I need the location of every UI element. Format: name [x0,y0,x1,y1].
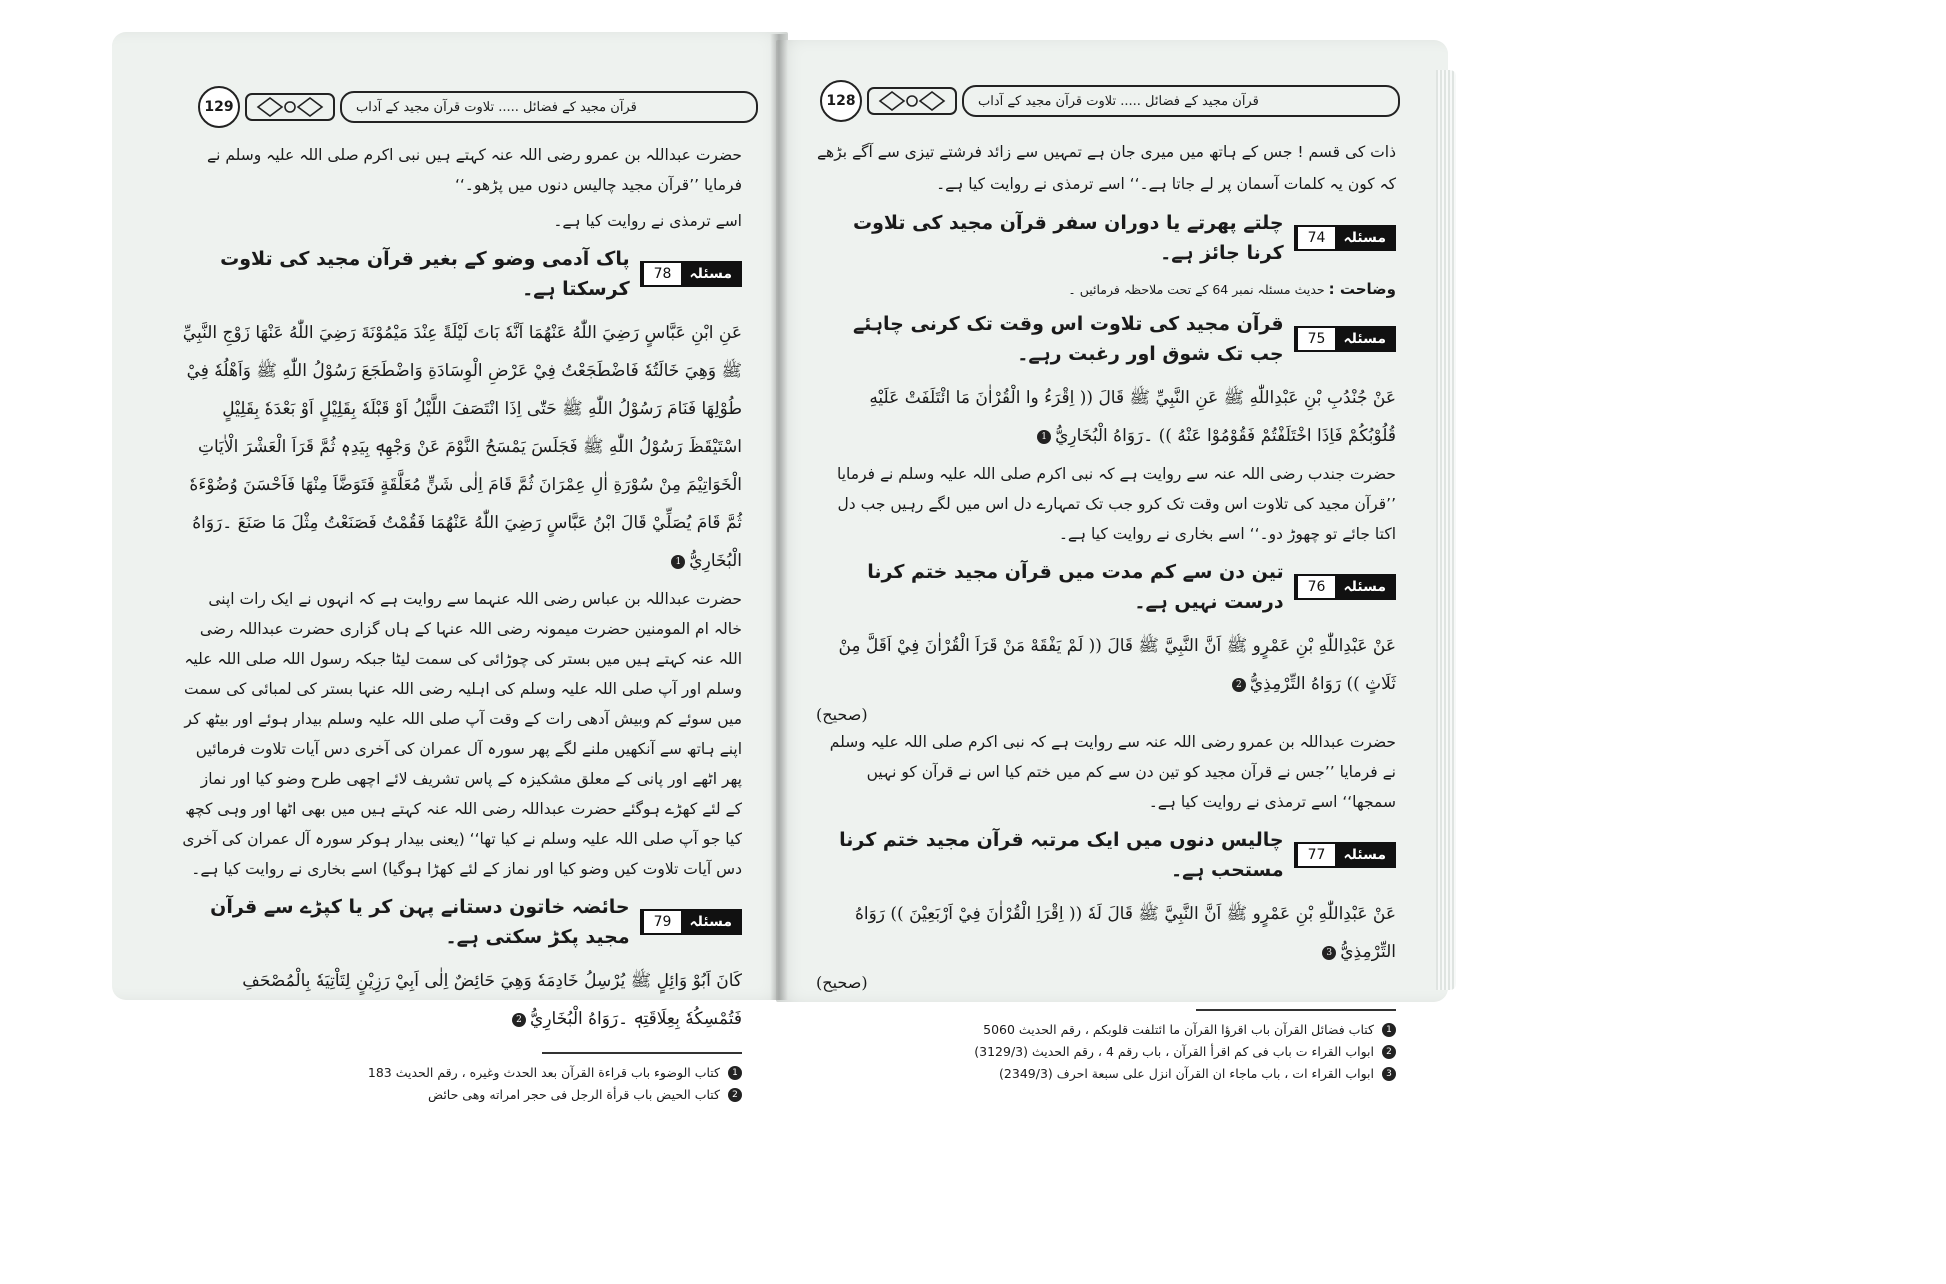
masala-heading-75 [816,309,1396,369]
masala-label: مسئلہ [1335,227,1394,249]
grading-label: (صحيح) [816,973,868,992]
wazahat-label: وضاحت : [1328,280,1396,298]
ornament-icon [866,84,958,118]
masala-label: مسئلہ [1335,328,1394,350]
masala-number: 74 [1296,227,1336,249]
footnote [816,1041,1396,1063]
masala-label: مسئلہ [681,911,740,933]
page-number: 129 [198,86,240,128]
arabic-hadith [182,962,742,1038]
arabic-text: كَانَ اَبُوْ وَائِلٍ ﷺ يُرْسِلُ خَادِمَهٗ وَهِيَ حَائِضٌ اِلٰى اَبِيْ رَزِيْنٍ لِتَاْتِيَهٗ بِالْمُصْحَفِ فَتُمْسِكُهٗ بِعِلَاقَتِهٖ ۔رَوَاهُ الْبُخَارِيُّ [242,971,742,1029]
grading-label: (صحيح) [816,705,868,724]
masala-title: حائضہ خاتون دستانے پہن کر یا کپڑے سے قرآن مجید پکڑ سکتی ہے۔ [210,896,630,948]
book-gutter [770,34,788,1000]
arabic-hadith [182,314,742,580]
page-header [198,86,758,128]
footnote-number: 2 [1382,1045,1396,1059]
footnote-marker: 1 [671,555,685,569]
footnote [816,1019,1396,1041]
header-title: قرآن مجید کے فضائل ..... تلاوت قرآن مجید کے آداب [356,99,637,115]
left-page [112,32,788,1102]
masala-title: چلتے پھرتے یا دوران سفر قرآن مجید کی تلاوت کرنا جائز ہے۔ [853,212,1284,264]
footnote-number: 1 [728,1066,742,1080]
masala-heading-78 [182,244,742,304]
masala-badge [1294,225,1396,251]
masala-heading-79 [182,892,742,952]
masala-number: 75 [1296,328,1336,350]
masala-number: 77 [1296,844,1336,866]
header-title-bar [340,91,758,123]
masala-label: مسئلہ [681,263,740,285]
masala-label: مسئلہ [1335,576,1394,598]
footnote-marker: 3 [1322,946,1336,960]
masala-heading-76 [816,557,1396,617]
footnote [182,1062,742,1084]
footnote-divider [1196,1009,1396,1011]
arabic-text: عَنِ ابْنِ عَبَّاسٍ رَضِيَ اللّٰهُ عَنْهُمَا اَنَّهٗ بَاتَ لَيْلَةً عِنْدَ مَيْمُوْنَةَ رَضِيَ اللّٰهُ عَنْهَا زَوْجِ النَّبِيِّ ﷺ وَهِيَ خَالَتُهٗ فَاضْطَجَعْتُ فِيْ عَرْضِ الْوِسَادَةِ وَاضْطَجَعَ رَسُوْلُ اللّٰهِ ﷺ وَاَهْلُهٗ فِيْ طُوْلِهَا فَنَامَ رَسُوْلُ اللّٰهِ ﷺ حَتّٰى اِذَا انْتَصَفَ اللَّيْلُ اَوْ قَبْلَهٗ بِقَلِيْلٍ اَوْ بَعْدَهٗ بِقَلِيْلٍ اسْتَيْقَظَ رَسُوْلُ اللّٰهِ ﷺ فَجَلَسَ يَمْسَحُ النَّوْمَ عَنْ وَجْهِهٖ بِيَدِهٖ ثُمَّ قَرَاَ الْعَشْرَ الْاٰيَاتِ الْخَوَاتِيْمَ مِنْ سُوْرَةِ اٰلِ عِمْرَانَ ثُمَّ قَامَ اِلٰى شَنٍّ مُعَلَّقَةٍ فَتَوَضَّاَ مِنْهَا فَاَحْسَنَ وُضُوْءَهٗ ثُمَّ قَامَ يُصَلِّيْ قَالَ ابْنُ عَبَّاسٍ رَضِيَ اللّٰهُ عَنْهُمَا فَقُمْتُ فَصَنَعْتُ مِثْلَ مَا صَنَعَ ۔رَوَاهُ الْبُخَارِيُّ [182,323,742,571]
masala-title: قرآن مجید کی تلاوت اس وقت تک کرنی چاہئے جب تک شوق اور رغبت رہے۔ [853,313,1284,365]
footnote-number: 3 [1382,1067,1396,1081]
masala-title: پاک آدمی وضو کے بغیر قرآن مجید کی تلاوت کرسکتا ہے۔ [220,248,630,300]
footnote-marker: 2 [512,1013,526,1027]
masala-number: 76 [1296,576,1336,598]
footnote-marker: 1 [1037,430,1051,444]
urdu-translation: حضرت عبداللہ بن عمرو رضی اللہ عنہ سے روایت ہے کہ نبی اکرم صلی اللہ علیہ وسلم نے فرمایا ’’جس نے قرآن مجید کو تین دن سے کم میں ختم کیا اس نے قرآن کو نہیں سمجھا‘‘ اسے ترمذی نے روایت کیا ہے۔ [829,733,1396,811]
footnote-text: ابواب القراء ت باب فى كم اقرأ القرآن ، باب رقم 4 ، رقم الحديث (3129/3) [974,1043,1374,1059]
arabic-hadith [816,627,1396,703]
masala-badge [640,261,742,287]
footnote-divider [542,1052,742,1054]
arabic-text: عَنْ جُنْدُبِ بْنِ عَبْدِاللّٰهِ ﷺ عَنِ النَّبِيِّ ﷺ قَالَ (( اِقْرَءُ وا الْقُرْاٰنَ مَا ائْتَلَفَتْ عَلَيْهِ قُلُوْبُكُمْ فَاِذَا اخْتَلَفْتُمْ فَقُوْمُوْا عَنْهُ )) ۔رَوَاهُ الْبُخَارِيُّ [869,388,1396,446]
ornament-icon [244,90,336,124]
footnote [182,1084,742,1106]
masala-label: مسئلہ [1335,844,1394,866]
masala-badge [1294,842,1396,868]
masala-heading-74 [816,208,1396,268]
arabic-hadith [816,379,1396,455]
masala-number: 78 [642,263,682,285]
footnote-number: 1 [1382,1023,1396,1037]
masala-heading-77 [816,825,1396,885]
footnote-marker: 2 [1232,678,1246,692]
right-page [776,40,1448,1081]
footnote-text: كتاب الوضوء باب قراءة القرآن بعد الحدث وغيره ، رقم الحديث 183 [367,1064,720,1080]
wazahat-note [816,278,1396,301]
arabic-text: عَنْ عَبْدِاللّٰهِ بْنِ عَمْرٍو ﷺ اَنَّ النَّبِيَّ ﷺ قَالَ لَهٗ (( اِقْرَاِ الْقُرْاٰنَ فِيْ اَرْبَعِيْنَ )) رَوَاهُ التِّرْمِذِيُّ [854,904,1396,962]
left-page-content [182,140,742,1106]
footnote-text: كتاب فضائل القرآن باب اقرؤا القرآن ما ائتلفت قلوبكم ، رقم الحديث 5060 [983,1021,1374,1037]
footnote-number: 2 [728,1088,742,1102]
masala-number: 79 [642,911,682,933]
intro-paragraph: حضرت عبداللہ بن عمرو رضی اللہ عنہ کہتے ہیں نبی اکرم صلی اللہ علیہ وسلم نے فرمایا ’’قرآن مجید چالیس دنوں میں پڑھو۔‘‘ [207,146,742,194]
intro-paragraph: ذات کی قسم ! جس کے ہاتھ میں میری جان ہے تمہیں سے زائد فرشتے تیزی سے آگے بڑھے کہ کون یہ کلمات آسمان پر لے جاتا ہے۔‘‘ اسے ترمذی نے روایت کیا ہے۔ [816,143,1396,193]
intro-reference: اسے ترمذی نے روایت کیا ہے۔ [553,212,742,230]
wazahat-text: حدیث مسئلہ نمبر 64 کے تحت ملاحظہ فرمائیں ۔ [1068,282,1325,297]
page-number: 128 [820,80,862,122]
right-page-content [816,136,1396,1085]
masala-badge [1294,574,1396,600]
masala-badge [1294,326,1396,352]
masala-badge [640,909,742,935]
page-edges [1436,70,1456,990]
urdu-translation: حضرت عبداللہ بن عباس رضی اللہ عنہما سے روایت ہے کہ انہوں نے ایک رات اپنی خالہ ام المومنین حضرت میمونہ رضی اللہ عنہا کے ہاں گزاری حضرت عبداللہ رضی اللہ عنہ کہتے ہیں میں بستر کی چوڑائی کی سمت لیٹا جبکہ رسول اللہ صلی اللہ علیہ وسلم اور آپ صلی اللہ علیہ وسلم کی اہلیہ رضی اللہ عنہا بستر کی لمبائی کی سمت میں سوئے کم وبیش آدھی رات کے وقت آپ صلی اللہ علیہ وسلم بیدار ہوئے اور بیٹھ کر اپنے ہاتھ سے آنکھیں ملنے لگے پھر سورہ آل عمران کی آخری دس آیات تلاوت فرمائیں پھر اٹھے اور پانی کے معلق مشکیزہ کے پاس تشریف لائے اچھی طرح وضو کیا اور نماز کے لئے کھڑے ہوگئے حضرت عبداللہ رضی اللہ عنہ کہتے ہیں میں بھی اٹھا اور وہی کچھ کیا جو آپ صلی اللہ علیہ وسلم نے کیا تھا‘‘ (یعنی بیدار ہوکر سورہ آل عمران کی آخری دس آیات تلاوت کیں وضو کیا اور نماز کے لئے کھڑا ہوگیا) اسے بخاری نے روایت کیا ہے۔ [182,590,742,878]
header-title-bar [962,85,1400,117]
masala-title: چالیس دنوں میں ایک مرتبہ قرآن مجید ختم کرنا مستحب ہے۔ [839,829,1284,881]
urdu-translation: حضرت جندب رضی اللہ عنہ سے روایت ہے کہ نبی اکرم صلی اللہ علیہ وسلم نے فرمایا ’’قرآن مجید کی تلاوت اس وقت تک کرو جب تک تمہارے دل اس میں لگے رہیں جب دل اکتا جائے تو چھوڑ دو۔‘‘ اسے بخاری نے روایت کیا ہے۔ [837,465,1396,543]
header-title: قرآن مجید کے فضائل ..... تلاوت قرآن مجید کے آداب [978,93,1259,109]
footnote-text: ابواب القراء ات ، باب ماجاء ان القرآن انزل على سبعة احرف (2349/3) [999,1065,1374,1081]
footnote-text: كتاب الحيض باب قرأة الرجل فى حجر امراته وهى حائض [428,1086,720,1102]
arabic-hadith [816,895,1396,971]
footnote [816,1063,1396,1085]
page-header [820,80,1400,122]
masala-title: تین دن سے کم مدت میں قرآن مجید ختم کرنا درست نہیں ہے۔ [867,561,1284,613]
arabic-text: عَنْ عَبْدِاللّٰهِ بْنِ عَمْرٍو ﷺ اَنَّ النَّبِيَّ ﷺ قَالَ (( لَمْ يَفْقَهْ مَنْ قَرَاَ الْقُرْاٰنَ فِيْ اَقَلَّ مِنْ ثَلَاثٍ )) رَوَاهُ التِّرْمِذِيُّ [838,636,1396,694]
